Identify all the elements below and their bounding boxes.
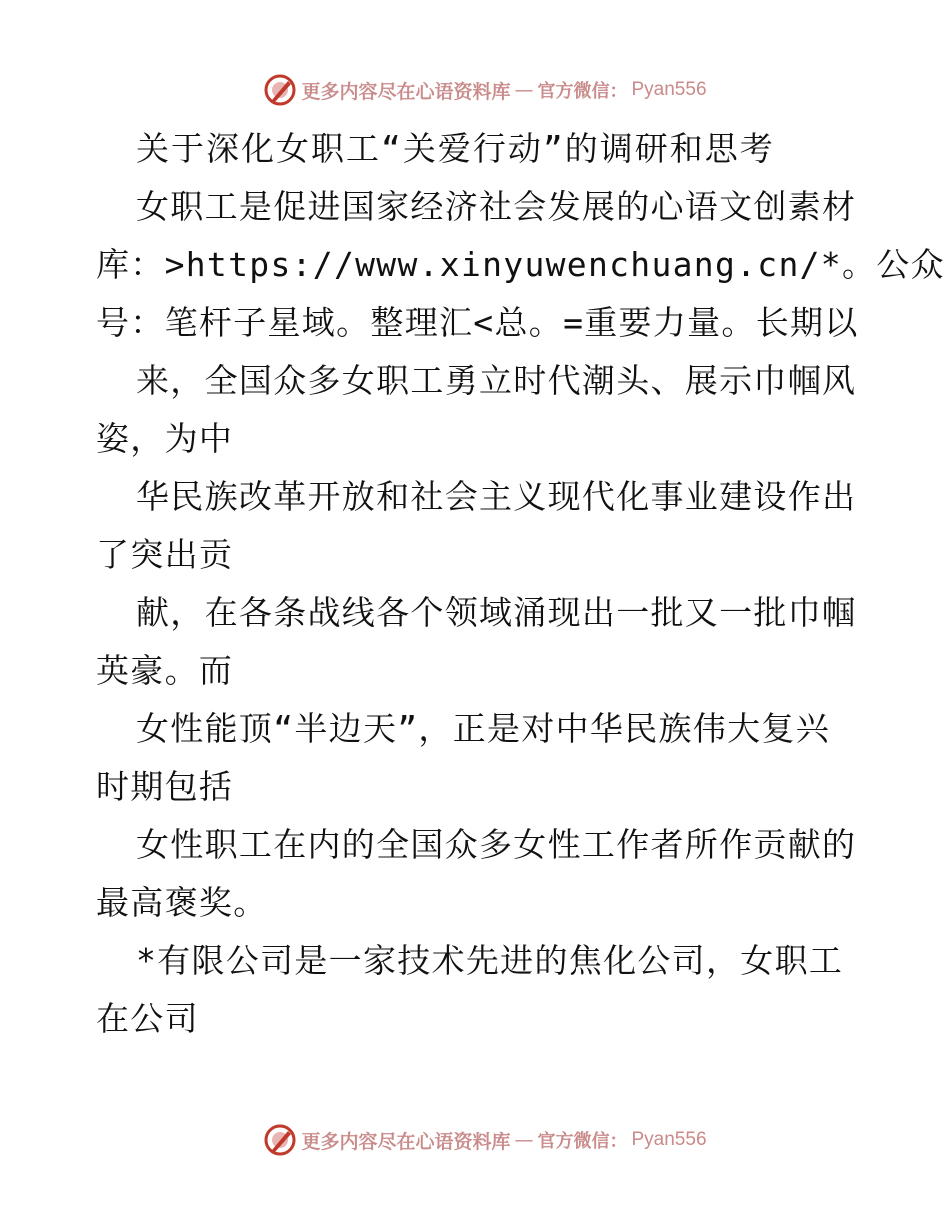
banner-dash: — — [514, 1129, 534, 1151]
banner-dash: — — [514, 79, 534, 101]
text-line: 华民族改革开放和社会主义现代化事业建设作出 — [136, 477, 857, 516]
pen-logo-icon — [263, 1123, 297, 1157]
header-banner — [0, 70, 950, 110]
text-line: *有限公司是一家技术先进的焦化公司，女职工 — [136, 941, 844, 980]
text-line: 女性能顶“半边天”，正是对中华民族伟大复兴 — [136, 709, 831, 748]
document-body — [96, 120, 945, 1048]
text-line: 来，全国众多女职工勇立时代潮头、展示巾帼风 — [136, 361, 857, 400]
text-line: 姿，为中 — [96, 419, 234, 458]
document-title: 关于深化女职工“关爱行动”的调研和思考 — [136, 129, 775, 168]
pen-logo-icon — [263, 73, 297, 107]
text-line: 献，在各条战线各个领域涌现出一批又一批巾帼 — [136, 593, 857, 632]
banner-content — [243, 1123, 706, 1157]
text-line: 女职工是促进国家经济社会发展的心语文创素材 — [136, 187, 857, 226]
banner-wechat-label: 官方微信： — [537, 1131, 628, 1152]
text-line: 了突出贡 — [96, 535, 234, 574]
text-line: 库：>https://www.xinyuwenchuang.cn/*。公众 — [96, 245, 945, 284]
text-line: 在公司 — [96, 999, 199, 1038]
text-line: 时期包括 — [96, 767, 234, 806]
banner-wechat-label: 官方微信： — [537, 81, 628, 102]
text-line: 女性职工在内的全国众多女性工作者所作贡献的 — [136, 825, 857, 864]
text-line: 英豪。而 — [96, 651, 234, 690]
footer-banner — [0, 1120, 950, 1160]
banner-main-text: 更多内容尽在心语资料库 — [301, 80, 511, 103]
banner-wechat-id: Pyan556 — [631, 1129, 707, 1150]
banner-wechat-id: Pyan556 — [631, 79, 707, 100]
banner-main-text: 更多内容尽在心语资料库 — [301, 1130, 511, 1153]
text-line: 最高褒奖。 — [96, 883, 268, 922]
text-line: 号：笔杆子星域。整理汇<总。=重要力量。长期以 — [96, 303, 859, 342]
banner-content — [243, 73, 706, 107]
